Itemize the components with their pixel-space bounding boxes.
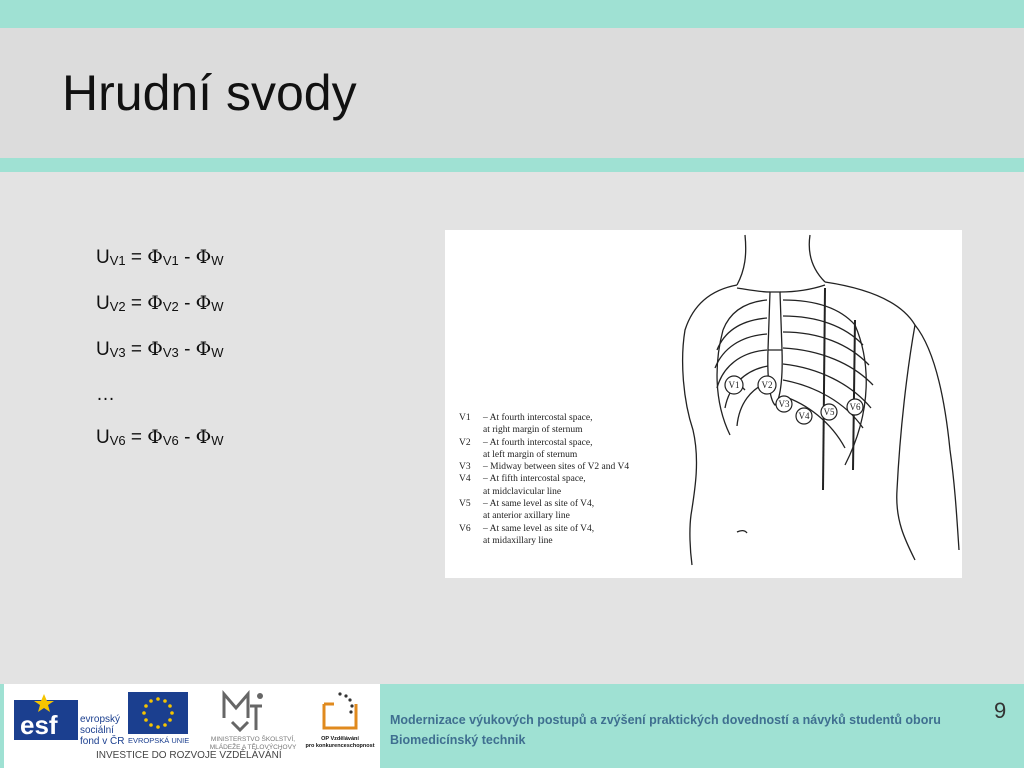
legend-row: V5 – At same level as site of V4, bbox=[459, 499, 595, 510]
electrode-legend bbox=[459, 412, 629, 547]
msmt-text: MINISTERSTVO ŠKOLSTVÍ, MLÁDEŽE A TĚLOVÝCHOVY bbox=[209, 736, 297, 751]
equation-ellipsis: … bbox=[96, 384, 115, 405]
investment-text: INVESTICE DO ROZVOJE VZDĚLÁVÁNÍ bbox=[96, 750, 282, 761]
op-text: OP Vzdělávání pro konkurenceschopnost bbox=[305, 736, 375, 749]
eu-flag-icon bbox=[128, 692, 188, 734]
page-number: 9 bbox=[994, 698, 1007, 723]
legend-row: at right margin of sternum bbox=[483, 425, 583, 436]
slide-title: Hrudní svody bbox=[62, 65, 357, 121]
legend-row: V3 – Midway between sites of V2 and V4 bbox=[459, 462, 630, 473]
equation-v1: $U_{V1} = \Phi_{V1} - \Phi_W$ bbox=[96, 246, 224, 268]
electrode-v4-label: V4 bbox=[798, 411, 810, 421]
msmt-logo-icon bbox=[220, 688, 276, 734]
legend-row: V1 – At fourth intercostal space, bbox=[459, 413, 593, 423]
legend-row: at anterior axillary line bbox=[483, 511, 570, 522]
top-accent-band bbox=[0, 0, 1024, 28]
equation-list bbox=[96, 246, 224, 472]
electrode-v2-label: V2 bbox=[761, 380, 773, 390]
legend-row: V4 – At fifth intercostal space, bbox=[459, 474, 586, 485]
footer-band bbox=[0, 684, 1024, 768]
legend-row: at midclavicular line bbox=[483, 486, 562, 497]
project-description: Modernizace výukových postupů a zvýšení praktických dovedností a návyků studentů oboru Biomedicínský technik bbox=[390, 713, 941, 747]
chest-leads-figure bbox=[445, 230, 962, 578]
legend-row: at left margin of sternum bbox=[483, 449, 578, 460]
equation-v2: $U_{V2} = \Phi_{V2} - \Phi_W$ bbox=[96, 292, 224, 314]
equation-v3: $U_{V3} = \Phi_{V3} - \Phi_W$ bbox=[96, 338, 224, 360]
legend-row: V2 – At fourth intercostal space, bbox=[459, 437, 593, 448]
esf-text: evropský sociální fond v ČR bbox=[80, 714, 125, 747]
eu-text: EVROPSKÁ UNIE bbox=[128, 736, 190, 745]
esf-wordmark: esf bbox=[20, 710, 58, 740]
electrode-v3-label: V3 bbox=[778, 399, 790, 409]
electrode-v6-label: V6 bbox=[849, 402, 861, 412]
legend-row: V6 – At same level as site of V4, bbox=[459, 523, 595, 534]
legend-row: at midaxillary line bbox=[483, 535, 553, 546]
funding-logos bbox=[4, 684, 380, 768]
electrode-v1-label: V1 bbox=[728, 380, 740, 390]
equation-v6: $U_{V6} = \Phi_{V6} - \Phi_W$ bbox=[96, 426, 224, 448]
electrode-v5-label: V5 bbox=[823, 407, 835, 417]
title-underline-band bbox=[0, 158, 1024, 172]
esf-logo-icon bbox=[14, 692, 78, 742]
op-vk-logo-icon bbox=[318, 690, 362, 734]
